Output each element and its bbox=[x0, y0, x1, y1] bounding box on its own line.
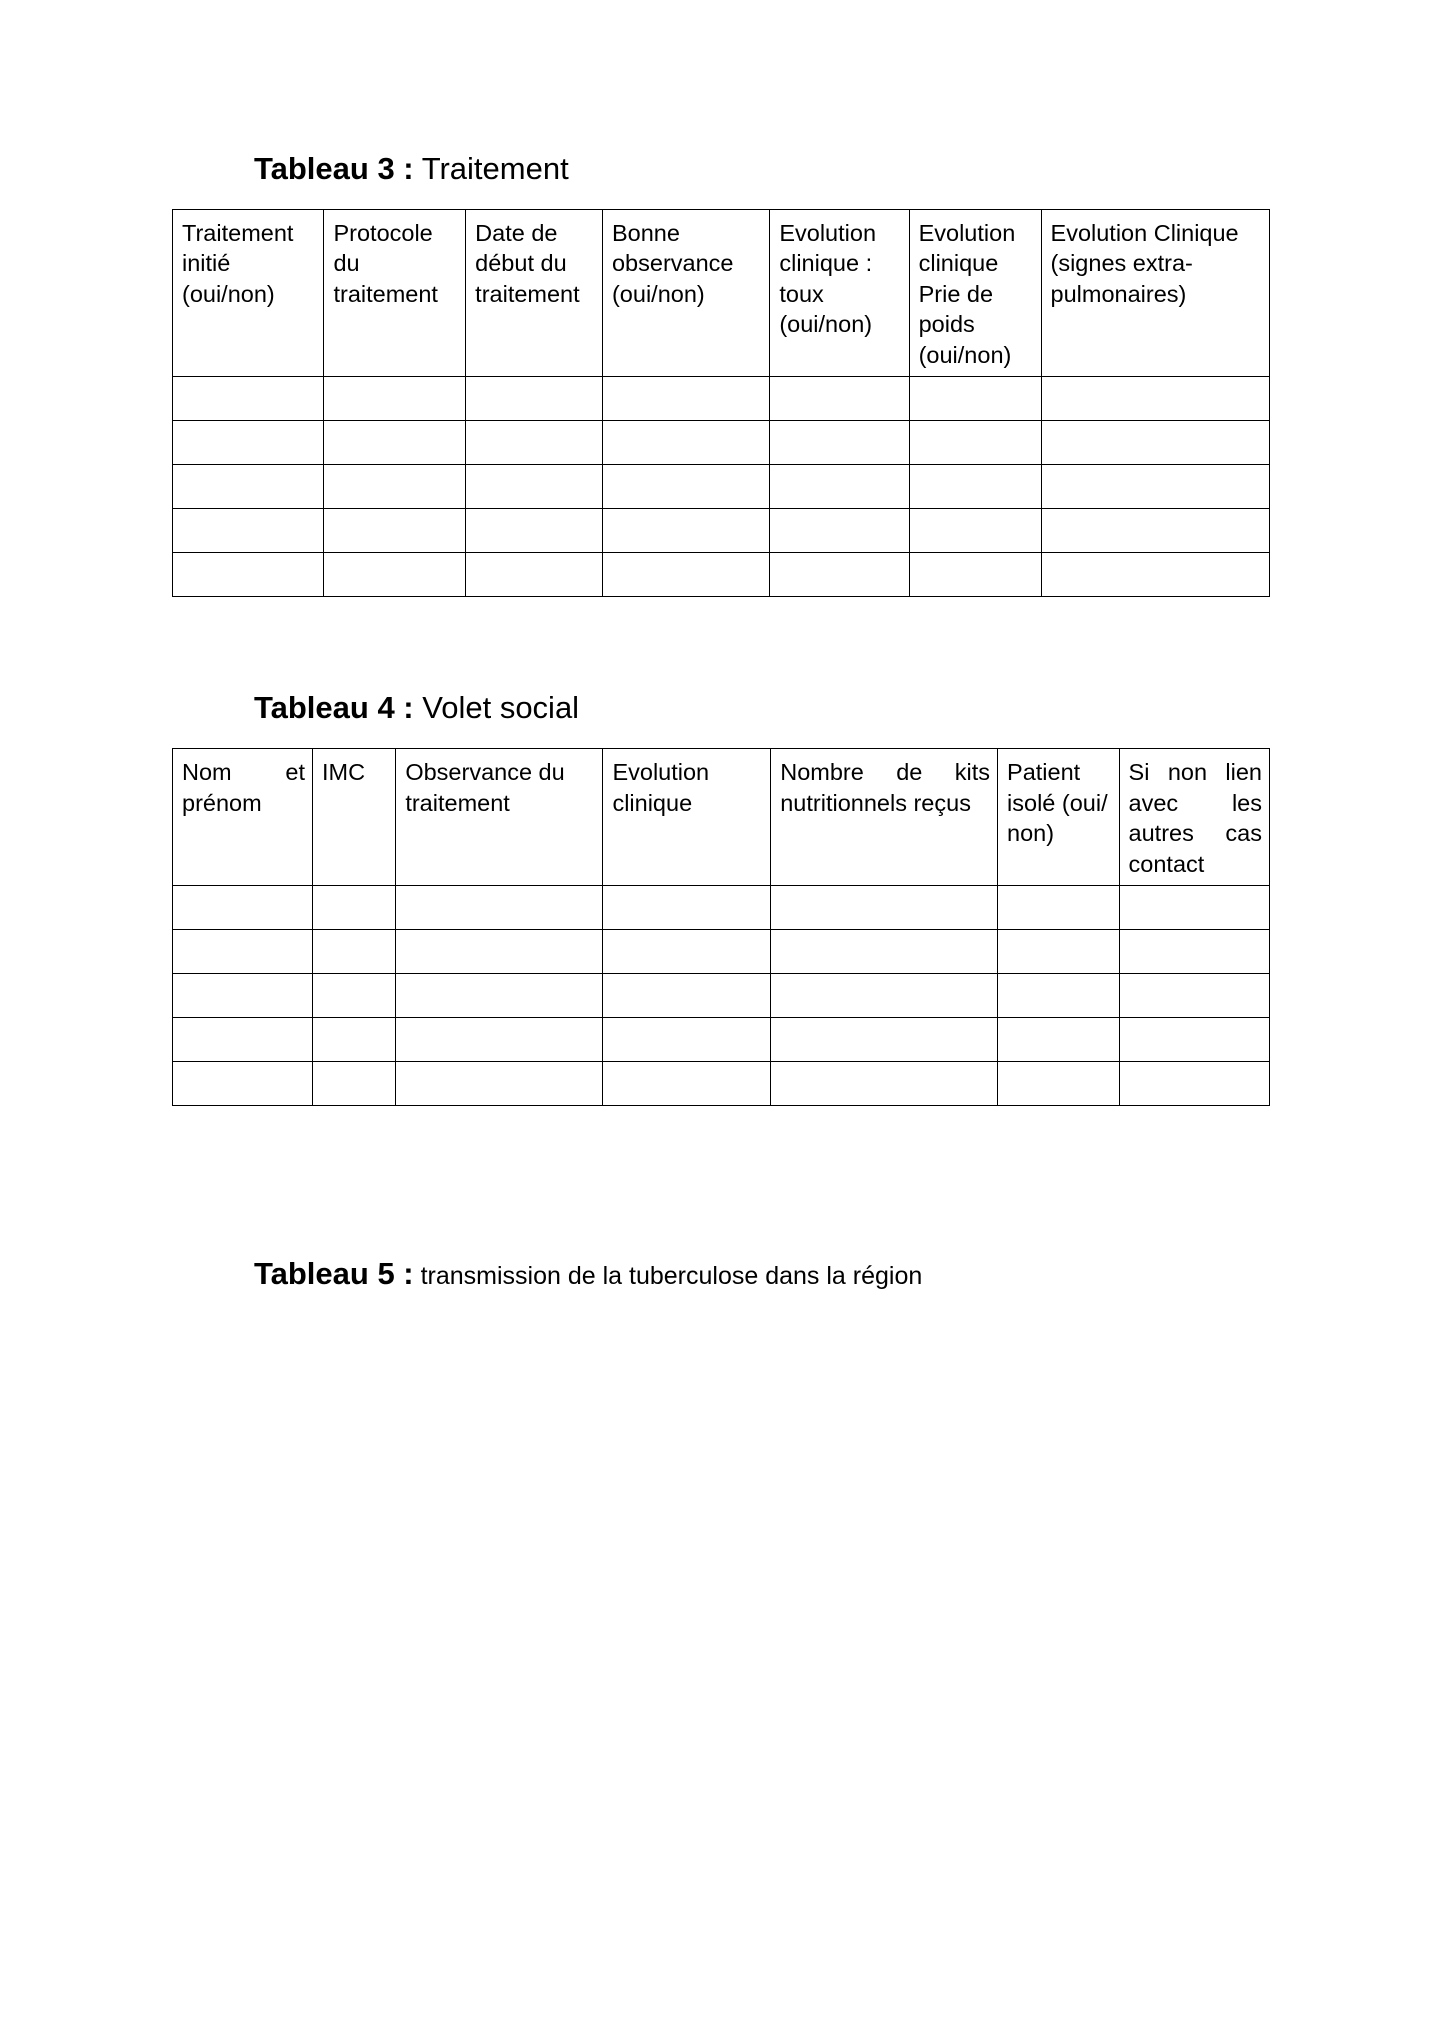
table4-cell-3-5[interactable] bbox=[998, 1018, 1120, 1062]
table3-header-cell-6: Evolution Clinique (signes extra-pulmonaires) bbox=[1041, 209, 1269, 377]
table3-cell-3-3[interactable] bbox=[602, 509, 769, 553]
table3 bbox=[172, 209, 1270, 598]
table4-cell-2-0[interactable] bbox=[173, 974, 313, 1018]
table3-cell-2-6[interactable] bbox=[1041, 465, 1269, 509]
spacer-after-table4 bbox=[172, 1106, 1272, 1256]
table3-title bbox=[172, 150, 1272, 189]
table4-cell-1-4[interactable] bbox=[771, 930, 998, 974]
table4-cell-0-3[interactable] bbox=[603, 886, 771, 930]
table3-cell-4-2[interactable] bbox=[466, 553, 603, 597]
table5-title-tail: transmission de la tuberculose dans la région bbox=[413, 1262, 923, 1291]
table3-cell-1-6[interactable] bbox=[1041, 421, 1269, 465]
table5-title-strong: Tableau 5 : bbox=[254, 1256, 414, 1292]
table-row[interactable] bbox=[173, 886, 1270, 930]
table3-cell-4-0[interactable] bbox=[173, 553, 324, 597]
table4-header-cell-1: IMC bbox=[313, 749, 396, 886]
table3-cell-3-4[interactable] bbox=[770, 509, 909, 553]
table3-cell-2-2[interactable] bbox=[466, 465, 603, 509]
table4-cell-4-5[interactable] bbox=[998, 1062, 1120, 1106]
table4-title-strong: Tableau 4 : bbox=[254, 690, 414, 726]
table-row[interactable] bbox=[173, 553, 1270, 597]
table4-cell-2-4[interactable] bbox=[771, 974, 998, 1018]
table-row[interactable] bbox=[173, 974, 1270, 1018]
table3-cell-4-1[interactable] bbox=[324, 553, 466, 597]
table-row[interactable] bbox=[173, 465, 1270, 509]
table5-title bbox=[172, 1256, 1272, 1292]
table4-cell-4-3[interactable] bbox=[603, 1062, 771, 1106]
table4-header-cell-3: Evolution clinique bbox=[603, 749, 771, 886]
table4-header-cell-2: Observance du traitement bbox=[396, 749, 603, 886]
table4-cell-1-5[interactable] bbox=[998, 930, 1120, 974]
table4-cell-3-4[interactable] bbox=[771, 1018, 998, 1062]
table3-title-light: Traitement bbox=[413, 151, 569, 186]
table4-cell-3-1[interactable] bbox=[313, 1018, 396, 1062]
table3-cell-3-6[interactable] bbox=[1041, 509, 1269, 553]
table4-header-cell-4: Nombre de kits nutritionnels reçus bbox=[771, 749, 998, 886]
table4-cell-1-0[interactable] bbox=[173, 930, 313, 974]
table3-cell-4-5[interactable] bbox=[909, 553, 1041, 597]
table3-header-cell-5: Evolution clinique Prie de poids (oui/non) bbox=[909, 209, 1041, 377]
table3-cell-2-0[interactable] bbox=[173, 465, 324, 509]
table3-cell-2-5[interactable] bbox=[909, 465, 1041, 509]
table4-cell-4-0[interactable] bbox=[173, 1062, 313, 1106]
table3-cell-3-2[interactable] bbox=[466, 509, 603, 553]
table4-header-cell-6: Si non lien avec les autres cas contact bbox=[1119, 749, 1269, 886]
table4-cell-1-6[interactable] bbox=[1119, 930, 1269, 974]
table4-header-cell-5: Patient isolé (oui/ non) bbox=[998, 749, 1120, 886]
table3-header-cell-4: Evolution clinique : toux (oui/non) bbox=[770, 209, 909, 377]
table3-header-cell-0: Traitement initié (oui/non) bbox=[173, 209, 324, 377]
table3-cell-0-4[interactable] bbox=[770, 377, 909, 421]
table3-cell-0-1[interactable] bbox=[324, 377, 466, 421]
table3-cell-1-0[interactable] bbox=[173, 421, 324, 465]
table4-cell-2-3[interactable] bbox=[603, 974, 771, 1018]
table3-title-strong: Tableau 3 : bbox=[254, 151, 414, 186]
table-row[interactable] bbox=[173, 1018, 1270, 1062]
table4-cell-3-0[interactable] bbox=[173, 1018, 313, 1062]
table4-title-light: Volet social bbox=[413, 690, 580, 726]
table-row[interactable] bbox=[173, 421, 1270, 465]
table-row[interactable] bbox=[173, 930, 1270, 974]
table4-cell-4-1[interactable] bbox=[313, 1062, 396, 1106]
table3-cell-1-1[interactable] bbox=[324, 421, 466, 465]
spacer-after-table3 bbox=[172, 597, 1272, 689]
table3-header-cell-1: Protocole du traitement bbox=[324, 209, 466, 377]
table4-cell-2-1[interactable] bbox=[313, 974, 396, 1018]
table3-cell-1-4[interactable] bbox=[770, 421, 909, 465]
table3-cell-4-3[interactable] bbox=[602, 553, 769, 597]
table3-header-cell-2: Date de début du traitement bbox=[466, 209, 603, 377]
table4-header-row bbox=[173, 749, 1270, 886]
table4-cell-2-6[interactable] bbox=[1119, 974, 1269, 1018]
table3-cell-2-4[interactable] bbox=[770, 465, 909, 509]
table4 bbox=[172, 748, 1270, 1106]
table3-cell-3-0[interactable] bbox=[173, 509, 324, 553]
table3-cell-3-1[interactable] bbox=[324, 509, 466, 553]
table4-cell-1-2[interactable] bbox=[396, 930, 603, 974]
table3-header-row bbox=[173, 209, 1270, 377]
table3-cell-0-3[interactable] bbox=[602, 377, 769, 421]
table4-cell-0-6[interactable] bbox=[1119, 886, 1269, 930]
table4-cell-4-2[interactable] bbox=[396, 1062, 603, 1106]
table3-cell-1-2[interactable] bbox=[466, 421, 603, 465]
table3-cell-3-5[interactable] bbox=[909, 509, 1041, 553]
table4-cell-3-2[interactable] bbox=[396, 1018, 603, 1062]
document-content bbox=[172, 150, 1272, 1292]
table4-cell-3-6[interactable] bbox=[1119, 1018, 1269, 1062]
table4-cell-0-1[interactable] bbox=[313, 886, 396, 930]
table4-header-cell-0: Nom et prénom bbox=[173, 749, 313, 886]
table3-cell-4-4[interactable] bbox=[770, 553, 909, 597]
table3-cell-0-6[interactable] bbox=[1041, 377, 1269, 421]
table3-cell-2-3[interactable] bbox=[602, 465, 769, 509]
table3-cell-0-5[interactable] bbox=[909, 377, 1041, 421]
table4-cell-0-4[interactable] bbox=[771, 886, 998, 930]
table4-cell-3-3[interactable] bbox=[603, 1018, 771, 1062]
table-row[interactable] bbox=[173, 1062, 1270, 1106]
table3-header-cell-3: Bonne observance (oui/non) bbox=[602, 209, 769, 377]
table-row[interactable] bbox=[173, 377, 1270, 421]
table4-cell-0-2[interactable] bbox=[396, 886, 603, 930]
table4-cell-2-2[interactable] bbox=[396, 974, 603, 1018]
table-row[interactable] bbox=[173, 509, 1270, 553]
table3-cell-2-1[interactable] bbox=[324, 465, 466, 509]
table4-title bbox=[172, 689, 1272, 728]
table3-cell-4-6[interactable] bbox=[1041, 553, 1269, 597]
table4-cell-1-1[interactable] bbox=[313, 930, 396, 974]
table4-cell-4-6[interactable] bbox=[1119, 1062, 1269, 1106]
table4-cell-4-4[interactable] bbox=[771, 1062, 998, 1106]
table4-cell-0-5[interactable] bbox=[998, 886, 1120, 930]
table4-cell-2-5[interactable] bbox=[998, 974, 1120, 1018]
table3-cell-1-5[interactable] bbox=[909, 421, 1041, 465]
table4-cell-0-0[interactable] bbox=[173, 886, 313, 930]
table3-cell-0-2[interactable] bbox=[466, 377, 603, 421]
table3-cell-1-3[interactable] bbox=[602, 421, 769, 465]
table4-cell-1-3[interactable] bbox=[603, 930, 771, 974]
table3-cell-0-0[interactable] bbox=[173, 377, 324, 421]
